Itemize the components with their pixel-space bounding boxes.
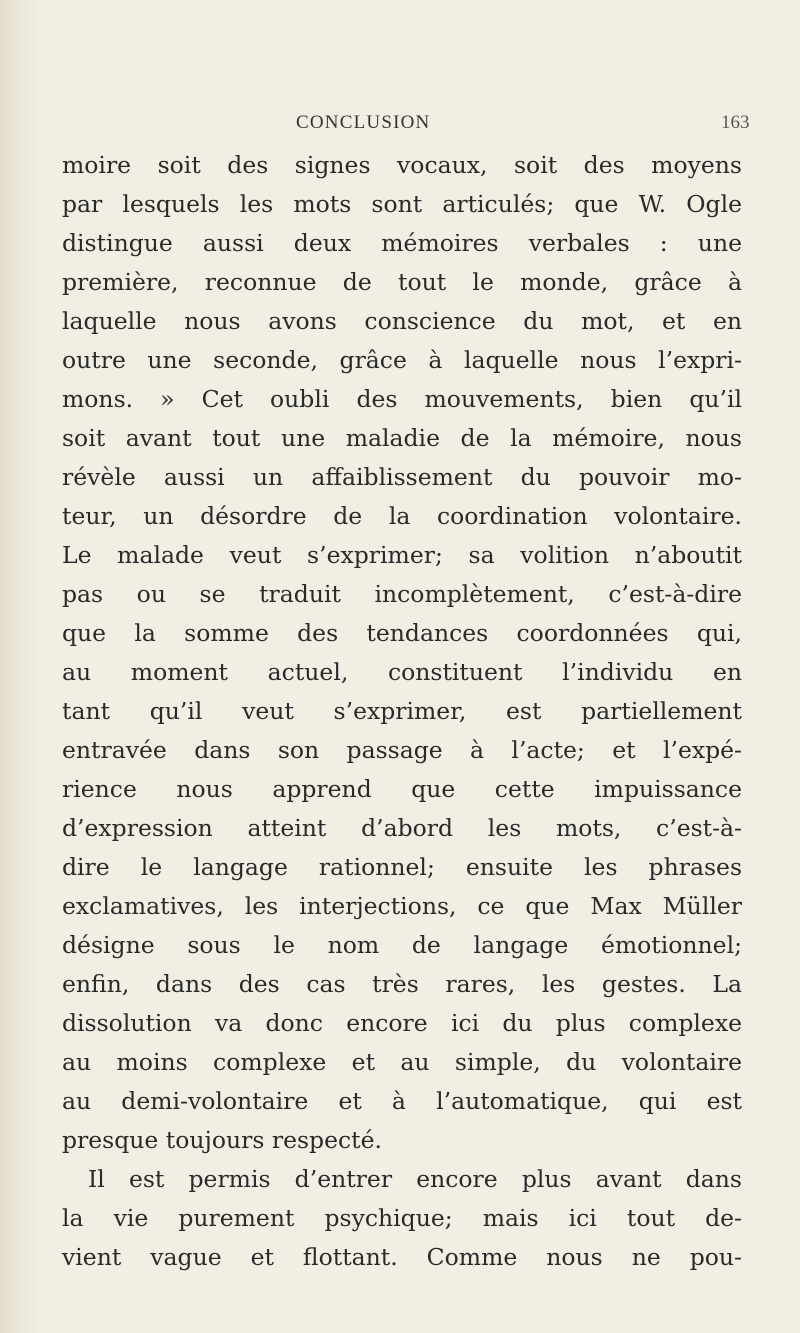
body-text	[62, 146, 742, 1277]
text-line: moire soit des signes vocaux, soit des moyens	[62, 151, 742, 179]
text-line: laquelle nous avons conscience du mot, et en	[62, 307, 742, 335]
text-line: teur, un désordre de la coordination volontaire.	[62, 502, 742, 530]
text-line: Le malade veut s’exprimer; sa volition n’aboutit	[62, 541, 742, 569]
text-line: au moment actuel, constituent l’individu en	[62, 658, 742, 686]
text-line: désigne sous le nom de langage émotionnel;	[62, 931, 742, 959]
paragraph-start-line: Il est permis d’entrer encore plus avant dans	[88, 1165, 742, 1193]
text-line: vient vague et flottant. Comme nous ne pou-	[62, 1243, 742, 1271]
text-line: la vie purement psychique; mais ici tout de-	[62, 1204, 742, 1232]
text-line: que la somme des tendances coordonnées qui,	[62, 619, 742, 647]
text-line: distingue aussi deux mémoires verbales : une	[62, 229, 742, 257]
text-line: soit avant tout une maladie de la mémoire, nous	[62, 424, 742, 452]
text-line: au demi-volontaire et à l’automatique, qui est	[62, 1087, 742, 1115]
running-head	[0, 112, 800, 140]
page-number: 163	[721, 112, 750, 133]
text-line: mons. » Cet oubli des mouvements, bien qu’il	[62, 385, 742, 413]
running-title: CONCLUSION	[296, 112, 431, 133]
text-line: révèle aussi un affaiblissement du pouvoir mo-	[62, 463, 742, 491]
text-line: au moins complexe et au simple, du volontaire	[62, 1048, 742, 1076]
text-line: entravée dans son passage à l’acte; et l’expé-	[62, 736, 742, 764]
paragraph-end-line: presque toujours respecté.	[62, 1126, 382, 1154]
text-line: pas ou se traduit incomplètement, c’est-à-dire	[62, 580, 742, 608]
text-line: enfin, dans des cas très rares, les gestes. La	[62, 970, 742, 998]
text-line: tant qu’il veut s’exprimer, est partiellement	[62, 697, 742, 725]
text-line: exclamatives, les interjections, ce que Max Müller	[62, 892, 742, 920]
text-line: dire le langage rationnel; ensuite les phrases	[62, 853, 742, 881]
text-line: rience nous apprend que cette impuissance	[62, 775, 742, 803]
text-line: par lesquels les mots sont articulés; que W. Ogle	[62, 190, 742, 218]
page-edge-shadow	[0, 0, 40, 1333]
text-line: première, reconnue de tout le monde, grâce à	[62, 268, 742, 296]
text-line: outre une seconde, grâce à laquelle nous l’expri-	[62, 346, 742, 374]
text-line: d’expression atteint d’abord les mots, c’est-à-	[62, 814, 742, 842]
text-line: dissolution va donc encore ici du plus complexe	[62, 1009, 742, 1037]
